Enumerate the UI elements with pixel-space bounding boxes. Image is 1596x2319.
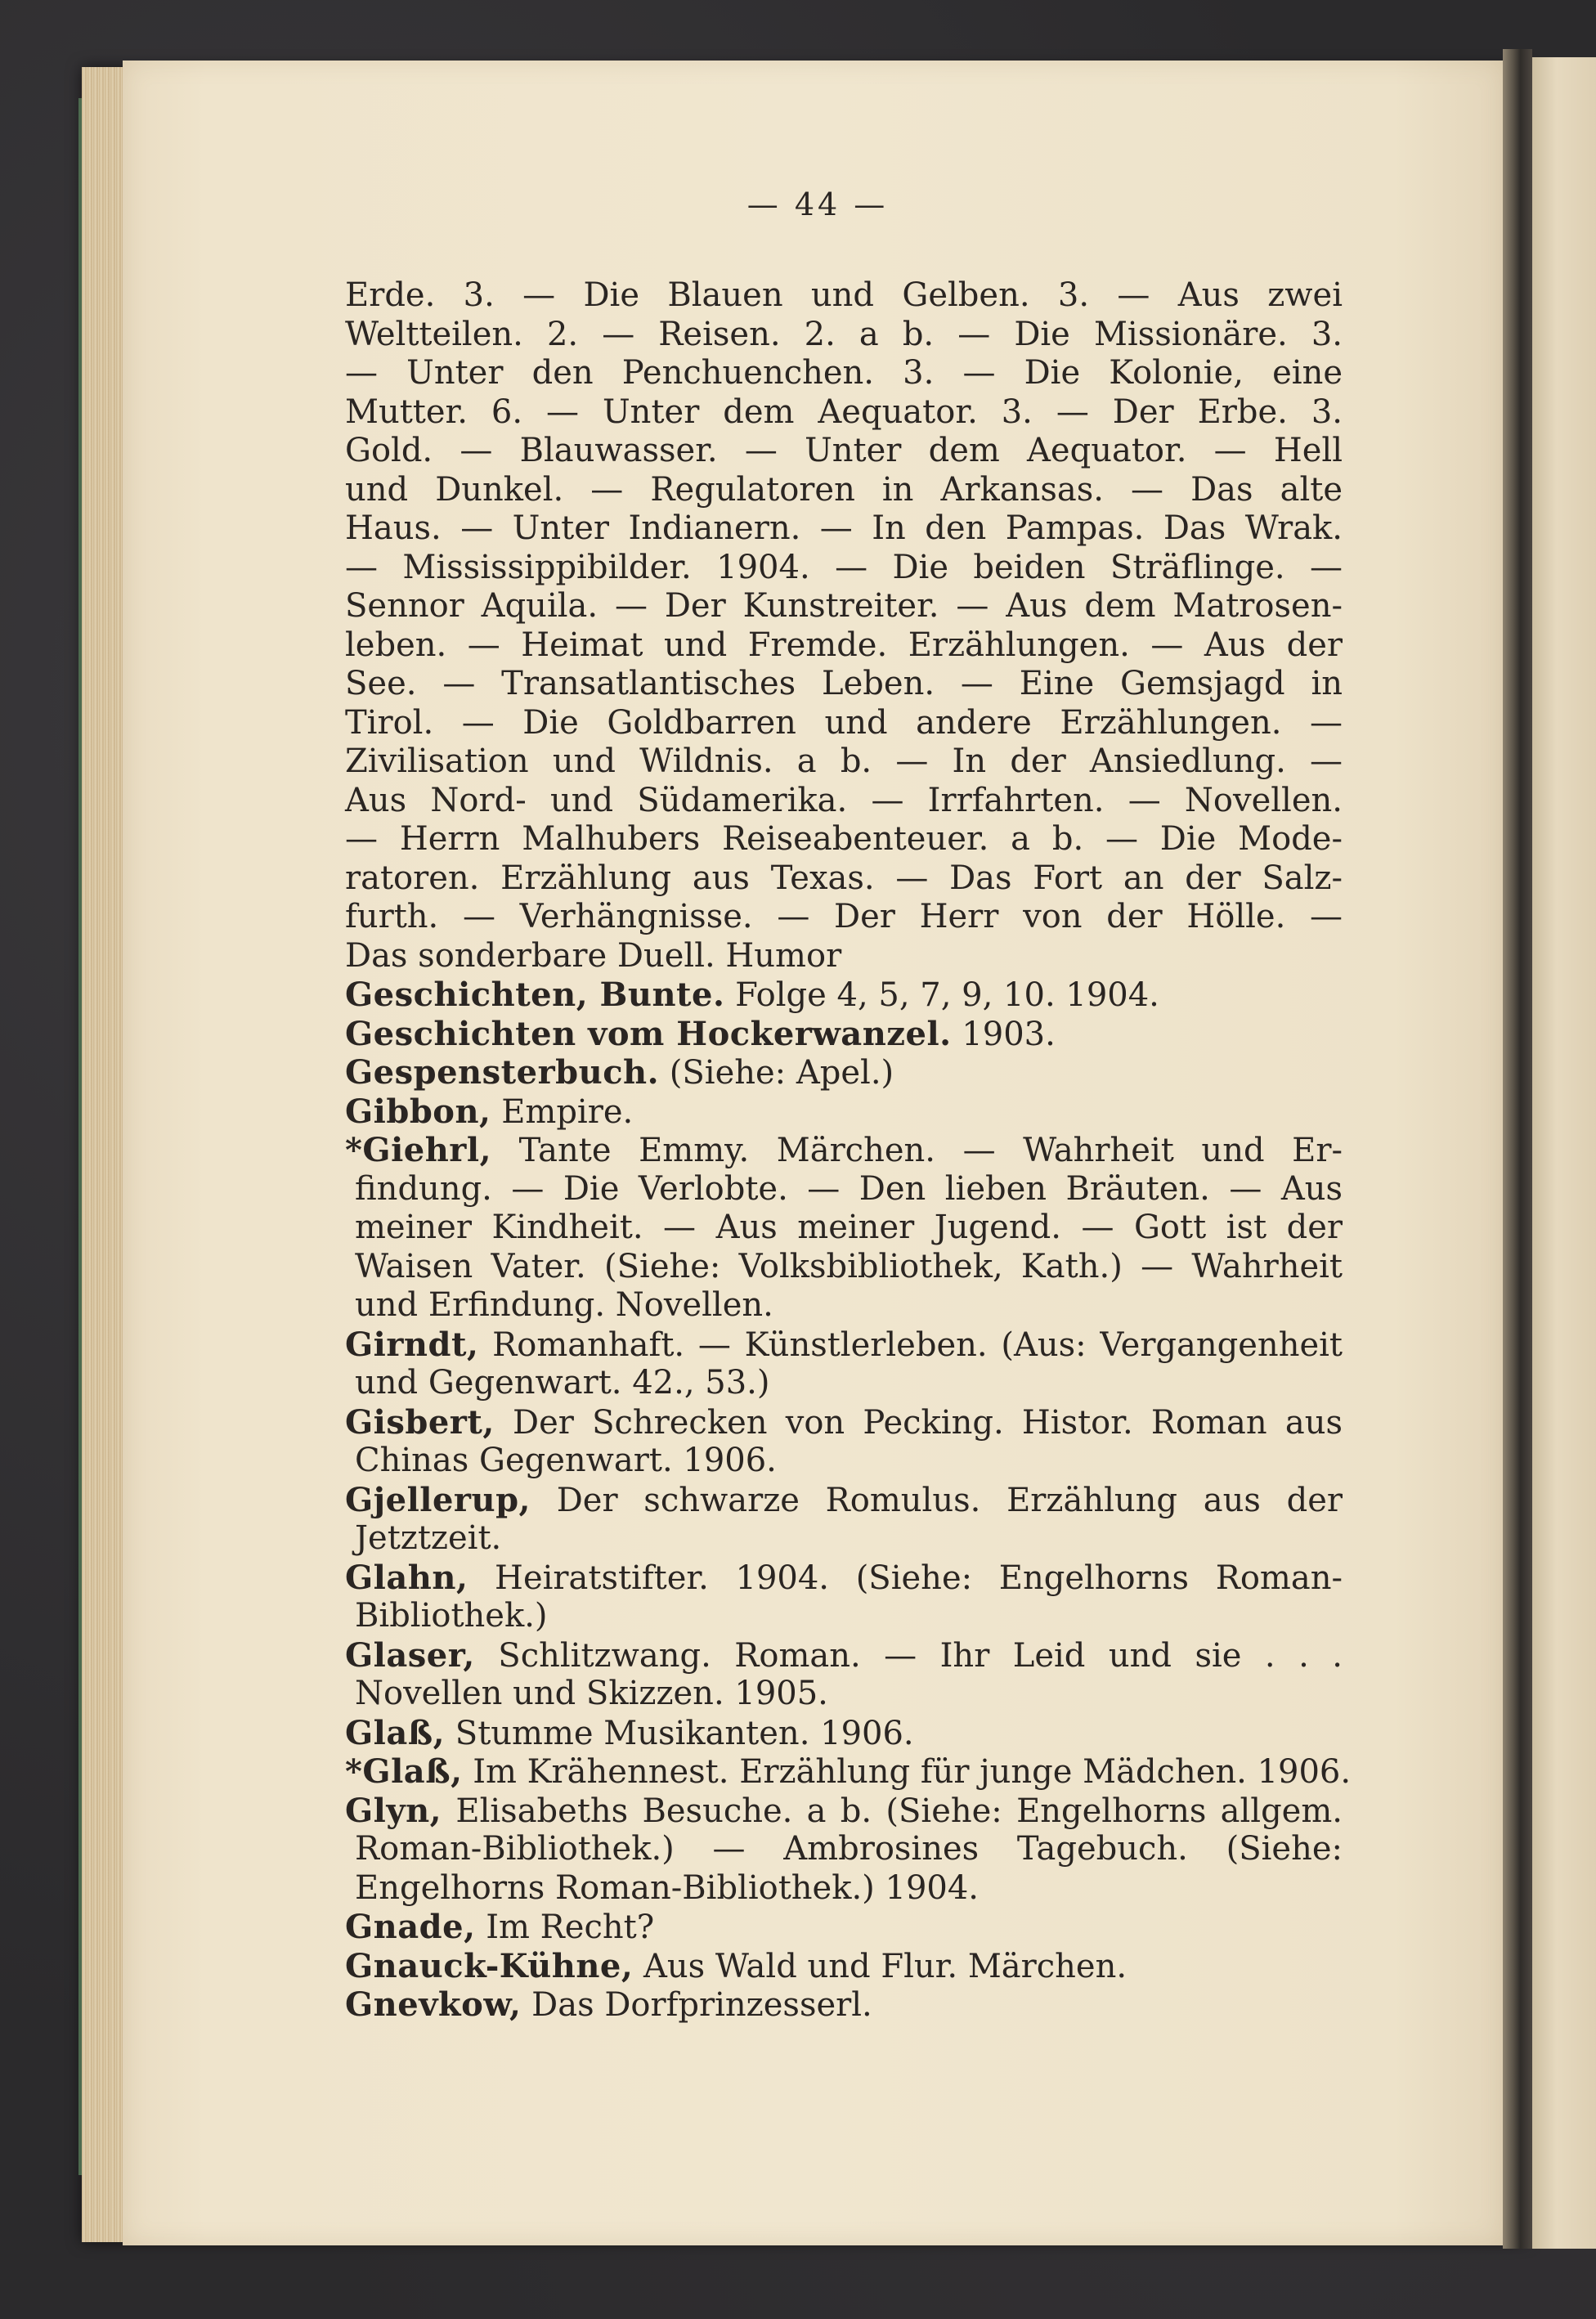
- entry-text: Das Dorfprinzesserl.: [521, 1986, 872, 2024]
- author-name: Glahn,: [345, 1558, 468, 1597]
- entry-text: Stumme Musikanten. 1906.: [445, 1714, 914, 1752]
- continuation-line: Mutter. 6. — Unter dem Aequator. 3. — Der Erbe. 3.: [345, 392, 1343, 431]
- author-name: *Giehrl,: [345, 1131, 491, 1169]
- entry-text: Roman-Bibliothek.) — Ambrosines Tagebuch. (Siehe:: [355, 1830, 1343, 1868]
- entry-text: Bibliothek.): [355, 1597, 548, 1635]
- entry-text: Jetztzeit.: [355, 1519, 502, 1557]
- author-name: Gnauck-Kühne,: [345, 1946, 634, 1985]
- continuation-line: Haus. — Unter Indianern. — In den Pampas. Das Wrak.: [345, 509, 1343, 547]
- author-name: Girndt,: [345, 1325, 479, 1364]
- catalog-entry: [345, 1131, 1343, 1325]
- entry-text: Engelhorns Roman-Bibliothek.) 1904.: [355, 1868, 980, 1907]
- entry-first-line: [345, 1985, 1343, 2025]
- author-name: Geschichten, Bunte.: [345, 976, 725, 1014]
- catalog-entry: [345, 976, 1343, 1015]
- catalog-entry: [345, 1714, 1343, 1753]
- continuation-line: leben. — Heimat und Fremde. Erzählungen. — Aus der: [345, 626, 1343, 664]
- entry-text: Der schwarze Romulus. Erzählung aus der: [530, 1481, 1343, 1519]
- catalog-entry: [345, 1015, 1343, 1054]
- catalog-entry: [345, 1403, 1343, 1481]
- facing-page-edge: [1531, 57, 1596, 2249]
- continuation-line: ratoren. Erzählung aus Texas. — Das Fort an der Salz-: [345, 859, 1343, 897]
- entry-text: findung. — Die Verlobte. — Den lieben Bräuten. — Aus: [355, 1169, 1343, 1208]
- entry-continuation-line: [345, 1869, 1343, 1909]
- entry-continuation-line: [345, 1519, 1343, 1559]
- continuation-line: Aus Nord- und Südamerika. — Irrfahrten. — Novellen.: [345, 781, 1343, 819]
- page-number: — 44 —: [746, 186, 889, 222]
- entry-text: und Erfindung. Novellen.: [355, 1286, 773, 1324]
- entry-first-line: [345, 1481, 1343, 1520]
- page-text: [345, 276, 1352, 2025]
- continuation-line: — Unter den Penchuenchen. 3. — Die Kolonie, eine: [345, 354, 1343, 392]
- entry-text: Im Recht?: [475, 1909, 655, 1946]
- continuation-line: Gold. — Blauwasser. — Unter dem Aequator. — Hell: [345, 432, 1343, 469]
- continuation-line: — Mississippibilder. 1904. — Die beiden Sträflinge. —: [345, 548, 1343, 586]
- entry-first-line: [345, 1792, 1343, 1831]
- author-name: Glaser,: [345, 1635, 475, 1675]
- entries-list: [345, 976, 1352, 2025]
- catalog-entry: [345, 1053, 1343, 1092]
- continuation-block: [345, 276, 1343, 976]
- entry-text: Der Schrecken von Pecking. Histor. Roman aus: [494, 1403, 1343, 1442]
- entry-text: Folge 4, 5, 7, 9, 10. 1904.: [724, 976, 1159, 1014]
- entry-continuation-line: [345, 1830, 1343, 1869]
- entry-text: Romanhaft. — Künstlerleben. (Aus: Vergangenheit: [478, 1325, 1343, 1364]
- catalog-entry: [345, 1792, 1343, 1909]
- entry-first-line: [345, 1403, 1343, 1442]
- entry-text: Empire.: [491, 1092, 634, 1131]
- entry-text: (Siehe: Apel.): [659, 1054, 894, 1092]
- entry-text: Elisabeths Besuche. a b. (Siehe: Engelhorns allgem.: [442, 1792, 1343, 1830]
- entry-first-line: [345, 1947, 1343, 1986]
- author-name: Gjellerup,: [345, 1480, 531, 1519]
- continuation-line: Erde. 3. — Die Blauen und Gelben. 3. — Aus zwei: [345, 276, 1343, 314]
- catalog-entry: [345, 1636, 1343, 1714]
- continuation-line: Zivilisation und Wildnis. a b. — In der Ansiedlung. —: [345, 742, 1343, 780]
- catalog-entry: [345, 1481, 1343, 1559]
- entry-first-line: [345, 1325, 1343, 1365]
- continuation-line: und Dunkel. — Regulatoren in Arkansas. — Das alte: [345, 470, 1343, 509]
- catalog-entry: [345, 1092, 1343, 1132]
- author-name: Glyn,: [345, 1791, 442, 1830]
- author-name: Gnevkow,: [345, 1985, 522, 2024]
- catalog-entry: [345, 1985, 1343, 2025]
- author-name: Gespensterbuch.: [345, 1053, 660, 1092]
- continuation-line: Weltteilen. 2. — Reisen. 2. a b. — Die Missionäre. 3.: [345, 315, 1343, 353]
- entry-continuation-line: [345, 1170, 1343, 1209]
- continuation-line: Tirol. — Die Goldbarren und andere Erzählungen. —: [345, 703, 1343, 742]
- entry-first-line: [345, 1752, 1352, 1792]
- author-name: Gnade,: [345, 1908, 476, 1946]
- entry-first-line: [345, 1131, 1343, 1170]
- catalog-entry: [345, 1325, 1343, 1403]
- book-gutter: [1503, 49, 1532, 2249]
- entry-first-line: [345, 1714, 1343, 1753]
- continuation-line: Das sonderbare Duell. Humor: [345, 936, 842, 975]
- entry-text: und Gegenwart. 42., 53.): [355, 1364, 770, 1402]
- entry-first-line: [345, 1092, 1343, 1132]
- catalog-entry: [345, 1947, 1343, 1986]
- entry-text: Novellen und Skizzen. 1905.: [355, 1675, 828, 1712]
- catalog-entry: [345, 1559, 1343, 1636]
- author-name: Geschichten vom Hockerwanzel.: [345, 1014, 952, 1053]
- entry-text: 1903.: [951, 1015, 1056, 1053]
- entry-first-line: [345, 1053, 1343, 1092]
- entry-first-line: [345, 976, 1343, 1015]
- entry-text: Tante Emmy. Märchen. — Wahrheit und Er-: [491, 1132, 1343, 1169]
- author-name: Gibbon,: [345, 1092, 491, 1131]
- continuation-line: — Herrn Malhubers Reiseabenteuer. a b. — Die Mode-: [345, 820, 1343, 858]
- entry-text: Waisen Vater. (Siehe: Volksbibliothek, Kath.) — Wahrheit: [355, 1247, 1343, 1285]
- entry-text: Chinas Gegenwart. 1906.: [355, 1442, 777, 1479]
- author-name: Glaß,: [345, 1713, 446, 1752]
- entry-text: Aus Wald und Flur. Märchen.: [633, 1947, 1128, 1985]
- entry-text: Schlitzwang. Roman. — Ihr Leid und sie . . .: [474, 1636, 1343, 1675]
- entry-continuation-line: [345, 1364, 1343, 1403]
- entry-continuation-line: [345, 1675, 1343, 1714]
- author-name: *Glaß,: [345, 1752, 463, 1791]
- entry-continuation-line: [345, 1248, 1343, 1287]
- author-name: Gisbert,: [345, 1402, 495, 1442]
- entry-continuation-line: [345, 1209, 1343, 1248]
- entry-text: Heiratstifter. 1904. (Siehe: Engelhorns Roman-: [468, 1559, 1343, 1597]
- entry-text: meiner Kindheit. — Aus meiner Jugend. — Gott ist der: [355, 1209, 1343, 1246]
- entry-continuation-line: [345, 1286, 1343, 1325]
- catalog-entry: [345, 1908, 1343, 1947]
- continuation-line: furth. — Verhängnisse. — Der Herr von der Hölle. —: [345, 898, 1343, 935]
- entry-first-line: [345, 1636, 1343, 1675]
- entry-first-line: [345, 1559, 1343, 1598]
- continuation-line: Sennor Aquila. — Der Kunstreiter. — Aus dem Matrosen-: [345, 587, 1343, 625]
- continuation-line: See. — Transatlantisches Leben. — Eine Gemsjagd in: [345, 665, 1343, 702]
- entry-text: Im Krähennest. Erzählung für junge Mädchen. 1906.: [462, 1753, 1352, 1791]
- entry-first-line: [345, 1015, 1343, 1054]
- catalog-entry: [345, 1752, 1352, 1792]
- entry-first-line: [345, 1908, 1343, 1947]
- entry-continuation-line: [345, 1597, 1343, 1636]
- entry-continuation-line: [345, 1442, 1343, 1481]
